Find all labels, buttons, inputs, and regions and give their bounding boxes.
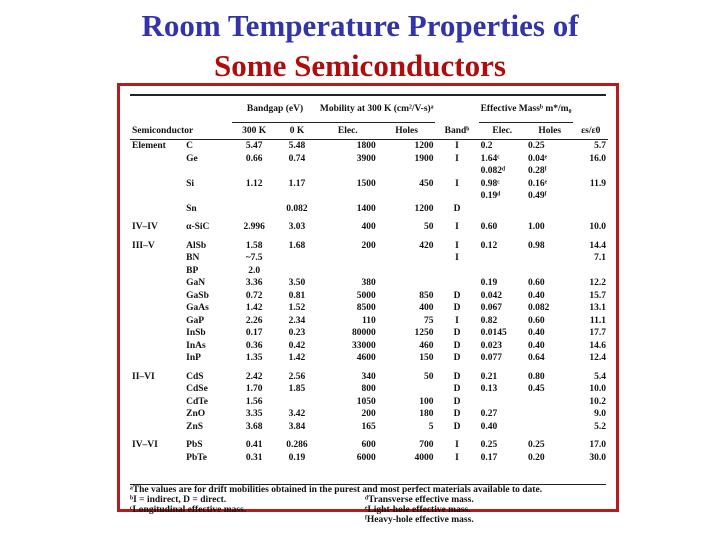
cell-name: ZnS [186, 421, 204, 432]
cell-eps: 17.7 [589, 328, 606, 338]
cell-m-h: 0.25 [528, 141, 545, 151]
cell-m-e: 0.40 [480, 421, 498, 432]
cell-mu-h [378, 383, 436, 396]
cell-m-h: 0.40 [528, 328, 545, 338]
cell-mu-h: 850 [419, 290, 434, 301]
cell-name: PbS [186, 440, 203, 450]
table-row [130, 140, 608, 153]
cell-m-h [526, 265, 573, 278]
cell-m-h [526, 421, 573, 434]
table-row [130, 452, 608, 465]
cell-bg0: 0.42 [288, 340, 306, 351]
cell-group [130, 178, 184, 191]
cell-group [130, 352, 184, 365]
cell-name: GaSb [186, 290, 209, 301]
cell-bg0: 0.81 [288, 290, 306, 301]
cell-bg300: 1.56 [245, 396, 263, 407]
cell-band: I [455, 240, 459, 251]
cell-m-h [526, 203, 573, 216]
table-row [130, 203, 608, 216]
semiconductor-properties-table [130, 96, 608, 464]
cell-m-e [479, 203, 526, 216]
semiconductor-properties-table-frame [117, 83, 619, 525]
cell-mu-h: 1200 [414, 203, 434, 214]
cell-m-e: 0.067 [480, 303, 502, 313]
cell-eps: 11.1 [589, 315, 606, 326]
cell-name: GaP [186, 315, 205, 326]
cell-mu-e: 6000 [356, 452, 376, 463]
cell-m-e: 0.82 [480, 315, 498, 326]
cell-mu-h: 100 [419, 396, 434, 407]
cell-eps [573, 203, 608, 216]
cell-name: CdSe [186, 384, 208, 394]
cell-mu-h [378, 165, 436, 178]
footnote-d: ᵈTransverse effective mass. [365, 495, 474, 505]
cell-bg300: ~7.5 [245, 253, 263, 263]
cell-m-e: 0.21 [480, 371, 498, 382]
cell-bg300: 1.58 [245, 240, 263, 251]
cell-name: InAs [186, 340, 206, 351]
cell-group [130, 153, 184, 166]
cell-eps: 13.1 [589, 303, 606, 313]
cell-group [130, 452, 184, 465]
cell-bg0: 3.50 [288, 278, 306, 288]
cell-m-e: 0.19ᵈ [480, 191, 501, 201]
cell-m-h: 0.60 [528, 315, 545, 326]
cell-band: D [453, 421, 461, 432]
cell-name: BN [186, 253, 200, 263]
cell-mu-h: 50 [423, 371, 434, 382]
table-row [130, 439, 608, 452]
cell-group [130, 203, 184, 216]
cell-m-e: 0.042 [480, 290, 502, 301]
cell-bg300: 2.996 [243, 222, 265, 232]
cell-m-e: 0.60 [480, 222, 498, 232]
cell-band: I [455, 440, 459, 450]
cell-eps: 5.2 [594, 421, 606, 432]
cell-bg0 [276, 396, 318, 409]
cell-bg300: 2.42 [245, 371, 263, 382]
col-mobility-holes: Holes [378, 123, 436, 140]
footnote-b: ᵇI = indirect, D = direct. [130, 495, 227, 505]
cell-group [130, 165, 184, 178]
table-body [130, 140, 608, 465]
col-mobility-elec: Elec. [318, 123, 378, 140]
cell-eps: 15.7 [589, 290, 606, 301]
cell-m-h: 0.04ᵉ [528, 153, 548, 164]
cell-bg0: 1.85 [288, 384, 306, 394]
table-row [130, 190, 608, 203]
cell-group [130, 302, 184, 315]
cell-group: III–V [132, 240, 155, 251]
cell-group: II–VI [132, 371, 155, 382]
cell-m-h: 0.40 [528, 290, 545, 301]
table-row [130, 327, 608, 340]
cell-bg300: 0.31 [245, 452, 263, 463]
cell-mu-h: 180 [419, 409, 434, 419]
cell-m-e: 0.13 [480, 384, 498, 394]
cell-band: I [455, 222, 459, 232]
cell-eps: 10.0 [589, 384, 606, 394]
slide-title-line1: Room Temperature Properties of [141, 8, 579, 43]
table-row [130, 421, 608, 434]
col-band: Bandᵇ [435, 123, 478, 140]
cell-name: ZnO [186, 409, 206, 419]
cell-bg300: 1.42 [245, 303, 263, 313]
cell-bg300: 1.12 [245, 178, 263, 189]
cell-m-h: 0.45 [528, 384, 545, 394]
cell-bg0: 3.84 [288, 421, 306, 432]
table-row [130, 265, 608, 278]
cell-bg300: 0.72 [245, 290, 263, 301]
cell-name: BP [186, 265, 199, 276]
cell-band: D [453, 384, 461, 394]
cell-mu-h: 50 [423, 222, 434, 232]
cell-group [130, 383, 184, 396]
table-row [130, 252, 608, 265]
table-row [130, 178, 608, 191]
cell-mu-e: 110 [361, 315, 376, 326]
cell-group [130, 327, 184, 340]
cell-mu-e: 33000 [351, 340, 376, 351]
table-footnotes [130, 484, 606, 525]
table-row [130, 371, 608, 384]
cell-mu-e [318, 190, 378, 203]
cell-bg300: 0.41 [245, 440, 263, 450]
cell-mu-h: 75 [423, 315, 434, 326]
cell-mu-e: 380 [361, 278, 376, 288]
cell-mu-e: 5000 [356, 290, 376, 301]
cell-bg300: 1.70 [245, 384, 263, 394]
cell-bg0: 5.48 [288, 141, 306, 151]
cell-band: D [453, 203, 461, 214]
cell-group [130, 408, 184, 421]
cell-name: PbTe [186, 452, 207, 463]
cell-band: I [455, 153, 459, 164]
cell-eps: 12.4 [589, 353, 606, 363]
table-row [130, 153, 608, 166]
cell-m-h: 0.98 [528, 240, 545, 251]
cell-name: CdTe [186, 396, 208, 407]
cell-group: IV–IV [132, 222, 158, 232]
slide-title-line2: Some Semiconductors [214, 48, 506, 83]
cell-eps: 9.0 [594, 409, 606, 419]
cell-band [435, 190, 478, 203]
cell-group: Element [132, 141, 166, 151]
cell-mu-h [378, 252, 436, 265]
header-mobility: Mobility at 300 K (cm²/V-s)ᵃ [319, 103, 434, 114]
cell-mu-h: 4000 [414, 452, 434, 463]
cell-mu-h: 460 [419, 340, 434, 351]
cell-bg0 [276, 190, 318, 203]
cell-m-h [526, 252, 573, 265]
table-row [130, 352, 608, 365]
cell-m-e: 0.19 [480, 278, 498, 288]
cell-mu-e: 8500 [356, 303, 376, 313]
cell-name: Sn [186, 203, 197, 214]
cell-bg300: 3.68 [245, 421, 263, 432]
cell-mu-h [378, 265, 436, 278]
cell-m-h: 0.49ᶠ [528, 191, 547, 201]
cell-m-e [479, 252, 526, 265]
cell-group [130, 277, 184, 290]
cell-mu-e: 200 [361, 240, 376, 251]
cell-eps: 7.1 [594, 253, 606, 263]
cell-mu-e: 165 [361, 421, 376, 432]
table-row [130, 240, 608, 253]
cell-mu-e: 80000 [351, 328, 376, 338]
cell-eps: 5.7 [594, 141, 606, 151]
table-row [130, 221, 608, 234]
cell-m-e: 1.64ᶜ [480, 153, 500, 164]
cell-bg300 [232, 203, 276, 216]
cell-name: Si [186, 178, 195, 189]
header-bandgap: Bandgap (eV) [246, 103, 304, 114]
cell-m-e: 0.0145 [480, 328, 507, 338]
cell-group [130, 340, 184, 353]
cell-m-h: 0.28ᶠ [528, 166, 547, 176]
cell-mu-e: 200 [361, 409, 376, 419]
cell-m-h [526, 396, 573, 409]
cell-m-h: 0.80 [528, 371, 545, 382]
cell-name: AlSb [186, 240, 207, 251]
cell-eps [573, 190, 608, 203]
cell-name: α-SiC [186, 222, 210, 232]
cell-band: D [453, 371, 461, 382]
cell-band: I [455, 141, 459, 151]
cell-bg300: 5.47 [245, 141, 263, 151]
cell-group [130, 315, 184, 328]
cell-mu-h: 150 [419, 353, 434, 363]
col-bandgap-0k: 0 K [276, 123, 318, 140]
cell-mu-h: 420 [419, 240, 434, 251]
cell-eps: 5.4 [594, 371, 606, 382]
cell-mu-h [378, 277, 436, 290]
cell-m-h: 0.082 [528, 303, 550, 313]
cell-m-h: 0.60 [528, 278, 545, 288]
cell-bg0: 0.286 [286, 440, 308, 450]
cell-mu-h [378, 190, 436, 203]
header-effective-mass: Effective Massᵇ m*/m₀ [480, 103, 572, 114]
footnote-a: ᵃThe values are for drift mobilities obtained in the purest and most perfect materials available to date. [130, 485, 543, 495]
cell-mu-e: 1050 [356, 396, 376, 407]
cell-eps: 17.0 [589, 440, 606, 450]
cell-m-h: 0.25 [528, 440, 545, 450]
cell-bg300 [232, 190, 276, 203]
cell-mu-h: 450 [419, 178, 434, 189]
cell-eps: 30.0 [589, 452, 606, 463]
cell-bg0: 1.68 [288, 240, 306, 251]
table-row [130, 165, 608, 178]
cell-band: D [453, 328, 461, 338]
cell-bg0 [276, 265, 318, 278]
cell-mu-h: 1900 [414, 153, 434, 164]
cell-eps: 10.0 [589, 222, 606, 232]
cell-m-h: 0.40 [528, 340, 545, 351]
cell-bg0: 0.082 [286, 203, 308, 214]
cell-bg300: 2.0 [248, 265, 261, 276]
cell-bg0: 1.52 [288, 303, 306, 313]
cell-bg0 [276, 165, 318, 178]
cell-band: D [453, 290, 461, 301]
cell-m-e: 0.27 [480, 409, 498, 419]
cell-m-e: 0.98ᶜ [480, 178, 500, 189]
cell-band [435, 165, 478, 178]
col-mass-holes: Holes [526, 123, 573, 140]
cell-bg0 [276, 252, 318, 265]
cell-m-e [479, 396, 526, 409]
cell-group [130, 265, 184, 278]
footnote-f: ᶠHeavy-hole effective mass. [365, 515, 474, 525]
cell-m-h: 0.16ᵉ [528, 178, 548, 189]
cell-bg0: 0.74 [288, 153, 306, 164]
cell-bg300: 1.35 [245, 353, 263, 363]
cell-band [435, 265, 478, 278]
cell-bg300: 3.35 [245, 409, 263, 419]
cell-mu-e: 1400 [356, 203, 376, 214]
cell-bg300 [232, 165, 276, 178]
cell-group [130, 421, 184, 434]
table-row [130, 302, 608, 315]
cell-bg0: 0.19 [288, 452, 306, 463]
cell-name: CdS [186, 371, 204, 382]
cell-bg0: 3.03 [288, 222, 306, 232]
cell-mu-h: 700 [419, 440, 434, 450]
cell-bg0: 1.17 [288, 178, 306, 189]
cell-mu-e [318, 265, 378, 278]
cell-group [130, 290, 184, 303]
cell-name [184, 165, 232, 178]
cell-group [130, 396, 184, 409]
cell-mu-e [318, 165, 378, 178]
cell-m-h: 0.20 [528, 452, 545, 463]
cell-bg0: 0.23 [288, 328, 306, 338]
cell-eps [573, 265, 608, 278]
cell-band: D [453, 396, 461, 407]
col-permittivity: εs/ε0 [573, 123, 608, 140]
footnote-c: ᶜLongitudinal effective mass. [130, 505, 247, 515]
cell-m-h [526, 408, 573, 421]
cell-mu-e: 3900 [356, 153, 376, 164]
cell-mu-e: 600 [361, 440, 376, 450]
cell-mu-h: 400 [419, 303, 434, 313]
footnote-e: ᵉLight-hole effective mass. [365, 505, 471, 515]
cell-eps: 14.6 [589, 340, 606, 351]
cell-mu-e [318, 252, 378, 265]
cell-name: GaAs [186, 303, 209, 313]
cell-band: D [453, 340, 461, 351]
table-row [130, 290, 608, 303]
cell-band: I [455, 178, 459, 189]
cell-group [130, 252, 184, 265]
cell-m-e: 0.023 [480, 340, 502, 351]
cell-eps: 12.2 [589, 278, 606, 288]
cell-mu-e: 1800 [356, 141, 376, 151]
col-mass-elec: Elec. [479, 123, 526, 140]
cell-name [184, 190, 232, 203]
cell-mu-e: 400 [361, 222, 376, 232]
cell-group: IV–VI [132, 440, 158, 450]
cell-name: C [186, 141, 194, 151]
table-row [130, 315, 608, 328]
table-row [130, 277, 608, 290]
table-row [130, 340, 608, 353]
cell-band [435, 277, 478, 290]
cell-mu-h: 1200 [414, 141, 434, 151]
cell-group [130, 190, 184, 203]
cell-bg300: 0.36 [245, 340, 263, 351]
cell-bg300: 0.17 [245, 328, 263, 338]
cell-band: I [455, 315, 459, 326]
cell-name: GaN [186, 278, 206, 288]
cell-m-e: 0.2 [480, 141, 493, 151]
cell-bg0: 1.42 [288, 353, 306, 363]
cell-bg300: 2.26 [245, 315, 263, 326]
cell-eps: 16.0 [589, 153, 606, 164]
cell-bg0: 2.34 [288, 315, 306, 326]
table-row [130, 408, 608, 421]
cell-m-e: 0.12 [480, 240, 498, 251]
cell-mu-e: 1500 [356, 178, 376, 189]
cell-m-h: 0.64 [528, 353, 545, 363]
cell-name: InSb [186, 328, 206, 338]
cell-bg300: 3.36 [245, 278, 263, 288]
cell-band: I [455, 253, 459, 263]
cell-bg300: 0.66 [245, 153, 263, 164]
table-row [130, 396, 608, 409]
cell-m-h: 1.00 [528, 222, 545, 232]
cell-band: I [455, 452, 459, 463]
col-bandgap-300k: 300 K [232, 123, 276, 140]
cell-eps: 10.2 [589, 396, 606, 407]
cell-mu-h: 5 [428, 421, 434, 432]
cell-bg0: 2.56 [288, 371, 306, 382]
cell-band: D [453, 303, 461, 313]
cell-bg0: 3.42 [288, 409, 306, 419]
cell-m-e: 0.082ᵈ [480, 166, 506, 176]
cell-m-e: 0.25 [480, 440, 498, 450]
cell-name: Ge [186, 153, 198, 164]
cell-mu-e: 4600 [356, 353, 376, 363]
cell-name: InP [186, 353, 201, 363]
cell-eps: 11.9 [589, 178, 606, 189]
cell-m-e: 0.17 [480, 452, 498, 463]
cell-eps: 14.4 [589, 240, 606, 251]
cell-eps [573, 165, 608, 178]
cell-mu-h: 1250 [414, 328, 434, 338]
table-row [130, 383, 608, 396]
cell-mu-e: 800 [361, 384, 376, 394]
cell-m-e [479, 265, 526, 278]
cell-m-e: 0.077 [480, 353, 502, 363]
col-semiconductor: Semiconductor [130, 123, 232, 140]
cell-band: D [453, 409, 461, 419]
cell-band: D [453, 353, 461, 363]
cell-mu-e: 340 [361, 371, 376, 382]
